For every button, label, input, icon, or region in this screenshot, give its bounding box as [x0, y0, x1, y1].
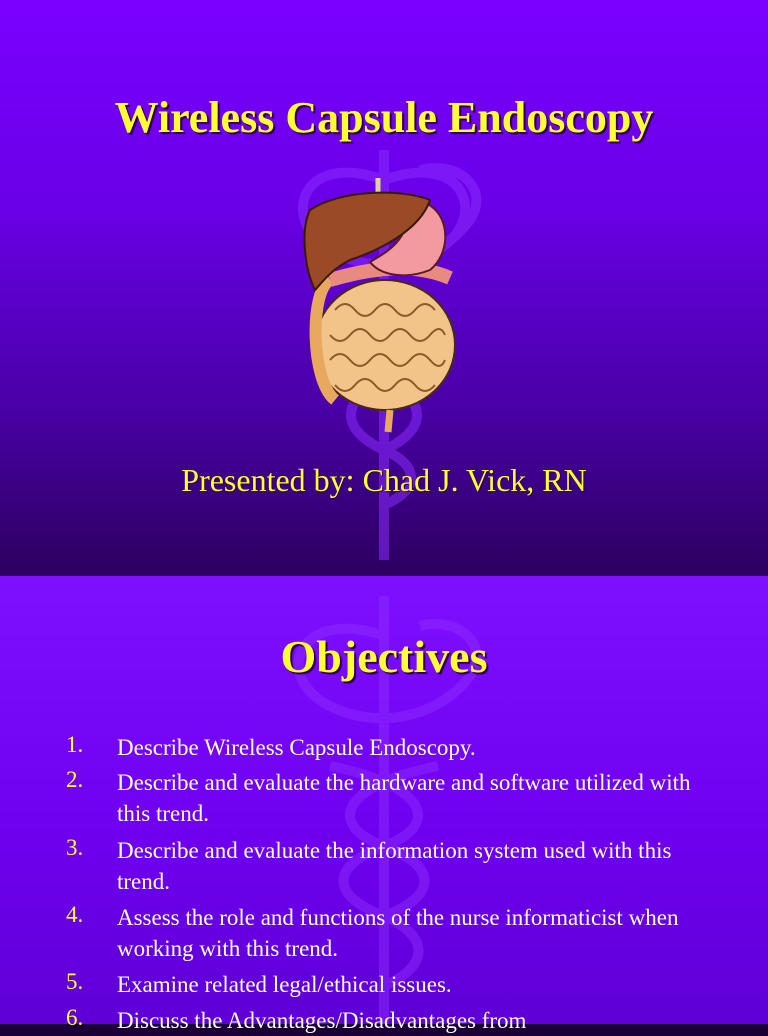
presenter-name: Presented by: Chad J. Vick, RN	[181, 462, 587, 498]
item-number: 5.	[66, 969, 84, 994]
item-text: Describe Wireless Capsule Endoscopy.	[117, 735, 476, 760]
item-number: 6.	[66, 1005, 84, 1030]
item-number: 4.	[66, 902, 84, 927]
item-text: Describe and evaluate the information system used with this trend.	[117, 838, 672, 894]
item-number: 1.	[66, 732, 84, 757]
objectives-title: Objectives	[280, 631, 488, 682]
item-number: 2.	[66, 767, 84, 792]
item-text: Assess the role and functions of the nurse informaticist when working with this trend.	[117, 905, 679, 961]
item-text: Describe and evaluate the hardware and software utilized with this trend.	[117, 770, 691, 826]
slide-title: Wireless Capsule Endoscopy	[114, 93, 654, 142]
item-number: 3.	[66, 835, 84, 860]
item-text: Discuss the Advantages/Disadvantages from	[117, 1008, 527, 1033]
item-text: Examine related legal/ethical issues.	[117, 972, 452, 997]
